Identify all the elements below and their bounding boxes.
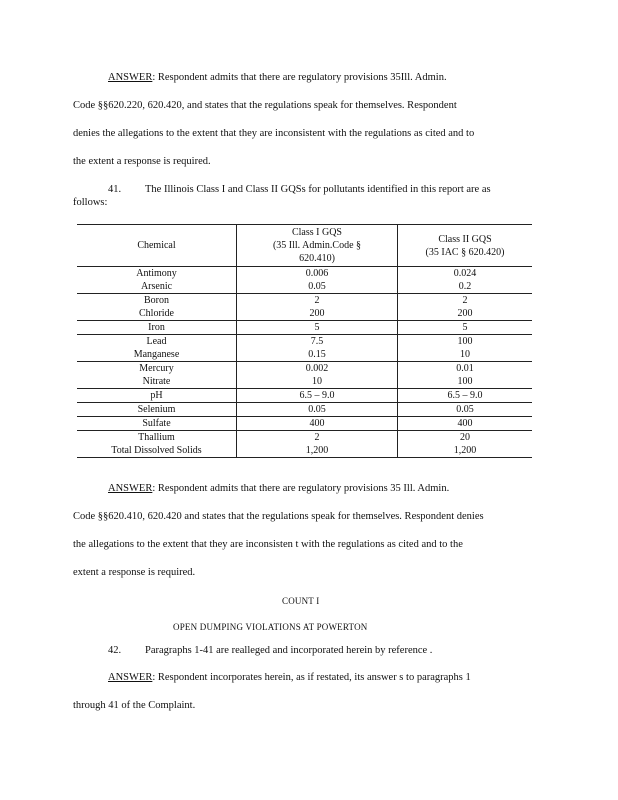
table-row bbox=[77, 375, 532, 389]
gqs-table bbox=[77, 224, 532, 458]
class-1-cell: 0.006 bbox=[237, 267, 398, 281]
answer-label: ANSWER bbox=[108, 672, 153, 683]
table-row bbox=[77, 321, 532, 335]
paragraph-41-line-1: The Illinois Class I and Class II GQSs for pollutants identified in this report are as bbox=[145, 184, 491, 195]
table-row bbox=[77, 417, 532, 431]
chemical-cell: Sulfate bbox=[77, 417, 237, 431]
header-class-1 bbox=[237, 225, 398, 267]
table-row bbox=[77, 267, 532, 281]
answer-paragraph-2-line-4: extent a response is required. bbox=[73, 567, 196, 578]
chemical-cell: Mercury bbox=[77, 362, 237, 376]
answer-paragraph-1-line-4: the extent a response is required. bbox=[73, 156, 211, 167]
answer-paragraph-3-line-1 bbox=[108, 672, 471, 683]
answer-paragraph-1-line-2: Code §§620.220, 620.420, and states that the regulations speak for themselves. Respondent bbox=[73, 100, 457, 111]
table-row bbox=[77, 403, 532, 417]
paragraph-41-number: 41. bbox=[108, 184, 122, 195]
class-2-cell: 2 bbox=[398, 294, 533, 308]
answer-paragraph-3-line-2: through 41 of the Complaint. bbox=[73, 700, 196, 711]
class-2-cell: 1,200 bbox=[398, 444, 533, 458]
class-1-cell: 400 bbox=[237, 417, 398, 431]
chemical-cell: Thallium bbox=[77, 431, 237, 445]
table-row bbox=[77, 280, 532, 294]
chemical-cell: Antimony bbox=[136, 268, 177, 279]
answer-text: : Respondent admits that there are regulatory provisions 35Ill. Admin. bbox=[152, 72, 447, 83]
answer-text: : Respondent incorporates herein, as if restated, its answer s to paragraphs 1 bbox=[152, 672, 471, 683]
table-header-row bbox=[77, 225, 532, 267]
paragraph-42-text: Paragraphs 1-41 are realleged and incorporated herein by reference . bbox=[145, 645, 433, 656]
class-1-cell: 0.05 bbox=[237, 403, 398, 417]
header-class-2-line-1: Class II GQS bbox=[438, 233, 492, 245]
chemical-cell: Chloride bbox=[139, 308, 174, 319]
table-row bbox=[77, 335, 532, 349]
answer-paragraph-2-line-2: Code §§620.410, 620.420 and states that the regulations speak for themselves. Respondent denies bbox=[73, 511, 484, 522]
table-row bbox=[77, 389, 532, 403]
class-1-cell: 0.05 bbox=[237, 280, 398, 294]
class-2-cell: 0.01 bbox=[398, 362, 533, 376]
class-1-cell: 7.5 bbox=[237, 335, 398, 349]
class-2-cell: 0.05 bbox=[398, 403, 533, 417]
header-chemical: Chemical bbox=[77, 225, 237, 267]
table-row bbox=[77, 431, 532, 445]
answer-paragraph-1-line-3: denies the allegations to the extent that they are inconsistent with the regulations as cited and to bbox=[73, 128, 475, 139]
header-class-1-line-2: (35 Ill. Admin.Code § bbox=[272, 240, 362, 251]
class-1-cell: 10 bbox=[237, 375, 398, 389]
class-2-cell: 100 bbox=[398, 375, 533, 389]
count-heading: COUNT I bbox=[282, 596, 320, 606]
class-2-cell: 0.024 bbox=[398, 267, 533, 281]
chemical-cell: Nitrate bbox=[142, 376, 171, 387]
chemical-cell: Selenium bbox=[77, 403, 237, 417]
chemical-cell: Manganese bbox=[133, 349, 180, 360]
answer-text: : Respondent admits that there are regulatory provisions 35 Ill. Admin. bbox=[152, 483, 450, 494]
answer-paragraph-2-line-3: the allegations to the extent that they are inconsisten t with the regulations as cited and to the bbox=[73, 539, 463, 550]
class-2-cell: 5 bbox=[398, 321, 533, 335]
answer-paragraph-1-line-1 bbox=[108, 72, 447, 83]
header-class-2 bbox=[398, 225, 533, 267]
chemical-cell: Iron bbox=[77, 321, 237, 335]
table-row bbox=[77, 307, 532, 321]
class-1-cell: 0.002 bbox=[237, 362, 398, 376]
table-row bbox=[77, 348, 532, 362]
header-class-1-line-1: Class I GQS bbox=[291, 227, 342, 238]
chemical-cell: pH bbox=[77, 389, 237, 403]
paragraph-41-line-2: follows: bbox=[73, 197, 108, 208]
class-2-cell: 400 bbox=[398, 417, 533, 431]
answer-label: ANSWER bbox=[108, 483, 153, 494]
class-1-cell: 0.15 bbox=[237, 348, 398, 362]
answer-label: ANSWER bbox=[108, 72, 153, 83]
class-2-cell: 0.2 bbox=[398, 280, 533, 294]
chemical-cell: Arsenic bbox=[140, 281, 173, 292]
chemical-cell: Total Dissolved Solids bbox=[77, 444, 237, 458]
class-2-cell: 100 bbox=[398, 335, 533, 349]
class-1-cell: 5 bbox=[237, 321, 398, 335]
class-1-cell: 1,200 bbox=[237, 444, 398, 458]
header-class-1-line-3: 620.410) bbox=[299, 253, 335, 264]
count-subheading: OPEN DUMPING VIOLATIONS AT POWERTON bbox=[173, 622, 368, 632]
table-row bbox=[77, 294, 532, 308]
header-class-2-line-2: (35 IAC § 620.420) bbox=[425, 246, 505, 258]
class-1-cell: 200 bbox=[237, 307, 398, 321]
class-2-cell: 10 bbox=[398, 348, 533, 362]
class-1-cell: 6.5 – 9.0 bbox=[237, 389, 398, 403]
chemical-cell: Lead bbox=[77, 335, 237, 349]
class-1-cell: 2 bbox=[237, 431, 398, 445]
table-row bbox=[77, 444, 532, 458]
answer-paragraph-2-line-1 bbox=[108, 483, 449, 494]
class-2-cell: 20 bbox=[398, 431, 533, 445]
paragraph-42-number: 42. bbox=[108, 645, 122, 656]
chemical-cell: Boron bbox=[77, 294, 237, 308]
table-row bbox=[77, 362, 532, 376]
class-2-cell: 6.5 – 9.0 bbox=[398, 389, 533, 403]
class-1-cell: 2 bbox=[237, 294, 398, 308]
class-2-cell: 200 bbox=[398, 307, 533, 321]
